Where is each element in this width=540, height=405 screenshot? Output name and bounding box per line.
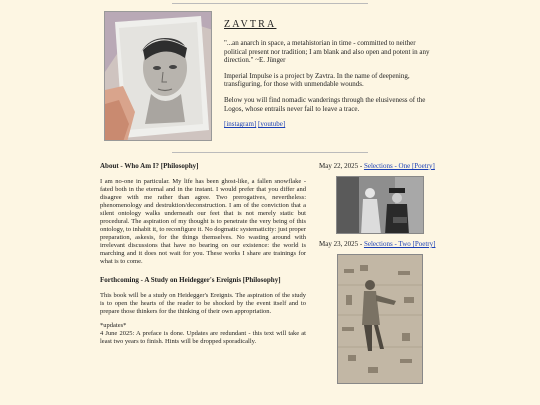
post-body-about [100, 178, 306, 266]
entry-link[interactable]: Selections - One [Poetry] [363, 162, 435, 170]
sidebar-entry [319, 240, 441, 384]
post-title-forthcoming[interactable]: Forthcoming - A Study on Heidegger's Ereignis [Philosophy] [100, 276, 281, 284]
portrait-photo [104, 11, 212, 141]
social-links [224, 120, 440, 129]
entry-separator: - [358, 162, 364, 170]
thumbnail-image[interactable] [337, 254, 423, 384]
post-paragraph: I am no-one in particular. My life has been ghost-like, a fallen snowflake - fated both in the eternal and in the instant. I would prefer that you differ and disagree with me rather than agree. Two prerogatives, nevertheless: phenomenology and destruktion/deconstruction. I am of the conviction that a silent ontology walks underneath our feet that is not merely static but procedural. The aspiration of my thought is to penetrate the very being of this ontology, to inhabit it, to reconfigure it. No dogmatic systematicity: just proper preparation, askesis, for the things themselves. No wasting around with irrelevant discussions that have no bearing on our existence: the world is marching and it does not wait for you. These works I share are trainings for what is to come. [100, 178, 306, 265]
sidebar [319, 162, 441, 390]
below-description: Below you will find nomadic wanderings through the elusiveness of the Logos, whose entrails never fail to leave a trace. [224, 95, 426, 113]
youtube-link[interactable]: [youtube] [258, 120, 286, 129]
top-divider [172, 3, 368, 4]
instagram-link[interactable]: [instagram] [224, 120, 257, 129]
post-paragraph: *updates* [100, 322, 127, 329]
project-description: Imperial Impulse is a project by Zavtra. In the name of deepening, transfiguring, for those with unmendable wounds. [224, 71, 410, 89]
entry-link[interactable]: Selections - Two [Poetry] [363, 240, 436, 248]
intro-text [224, 39, 440, 136]
sidebar-entry-head [319, 162, 441, 170]
post-body-forthcoming [100, 292, 306, 346]
site-header [104, 11, 440, 143]
post-title-about[interactable]: About - Who Am I? [Philosophy] [100, 162, 199, 170]
site-title[interactable]: ZAVTRA [224, 19, 277, 30]
epigraph-quote: "...an anarch in space, a metahistorian in time - committed to neither political present nor tradition; I am blank and also open and potent in any direction." ~E. Jünger [224, 39, 430, 65]
post-column [100, 162, 306, 356]
entry-separator: - [358, 240, 364, 248]
post-paragraph: 4 June 2025: A preface is done. Updates are redundant - this text will take at least two years to finish. Hints will be dropped sporadically. [100, 330, 306, 345]
thumbnail-image[interactable] [336, 176, 424, 234]
sidebar-entry-head [319, 240, 441, 248]
entry-date: May 23, 2025 [319, 240, 359, 248]
post-paragraph: This book will be a study on Heidegger's Ereignis. The aspiration of the study is to open the hearts of the reader to be shocked by the event itself and to prepare those thinkers for the thinking of their own appropriation. [100, 292, 306, 315]
entry-date: May 22, 2025 [319, 162, 359, 170]
section-divider [172, 152, 368, 153]
sidebar-entry [319, 162, 441, 234]
